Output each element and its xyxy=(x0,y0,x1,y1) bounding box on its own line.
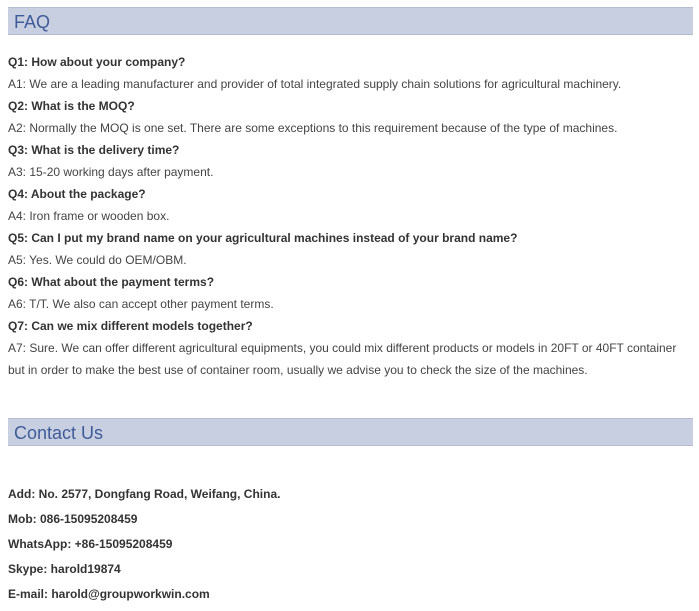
contact-address: Add: No. 2577, Dongfang Road, Weifang, China. xyxy=(8,487,281,501)
faq-answer-2: A2: Normally the MOQ is one set. There are some exceptions to this requirement because of the type of machines. xyxy=(8,121,618,135)
faq-question-3: Q3: What is the delivery time? xyxy=(8,143,180,157)
faq-question-4: Q4: About the package? xyxy=(8,187,146,201)
faq-answer-6: A6: T/T. We also can accept other payment terms. xyxy=(8,297,274,311)
faq-title: FAQ xyxy=(14,12,51,32)
faq-answer-5: A5: Yes. We could do OEM/OBM. xyxy=(8,253,187,267)
contact-title: Contact Us xyxy=(14,423,104,443)
contact-skype: Skype: harold19874 xyxy=(8,562,121,576)
faq-answer-4: A4: Iron frame or wooden box. xyxy=(8,209,170,223)
contact-email: E-mail: harold@groupworkwin.com xyxy=(8,587,210,601)
faq-answer-7: A7: Sure. We can offer different agricultural equipments, you could mix different products or models in 20FT or 40FT container but in order to make the best use of container room, usually we advise you to check the size of the machines. xyxy=(8,341,677,377)
contact-list xyxy=(8,482,688,607)
faq-answer-1: A1: We are a leading manufacturer and provider of total integrated supply chain solutions for agricultural machinery. xyxy=(8,77,622,91)
faq-question-6: Q6: What about the payment terms? xyxy=(8,275,215,289)
faq-list xyxy=(8,51,696,381)
faq-question-7: Q7: Can we mix different models together? xyxy=(8,319,253,333)
contact-section-header xyxy=(8,418,693,446)
faq-answer-3: A3: 15-20 working days after payment. xyxy=(8,165,214,179)
contact-whatsapp: WhatsApp: +86-15095208459 xyxy=(8,537,173,551)
contact-mobile: Mob: 086-15095208459 xyxy=(8,512,138,526)
faq-question-1: Q1: How about your company? xyxy=(8,55,186,69)
faq-question-5: Q5: Can I put my brand name on your agricultural machines instead of your brand name? xyxy=(8,231,518,245)
faq-section-header xyxy=(8,7,693,35)
faq-question-2: Q2: What is the MOQ? xyxy=(8,99,135,113)
